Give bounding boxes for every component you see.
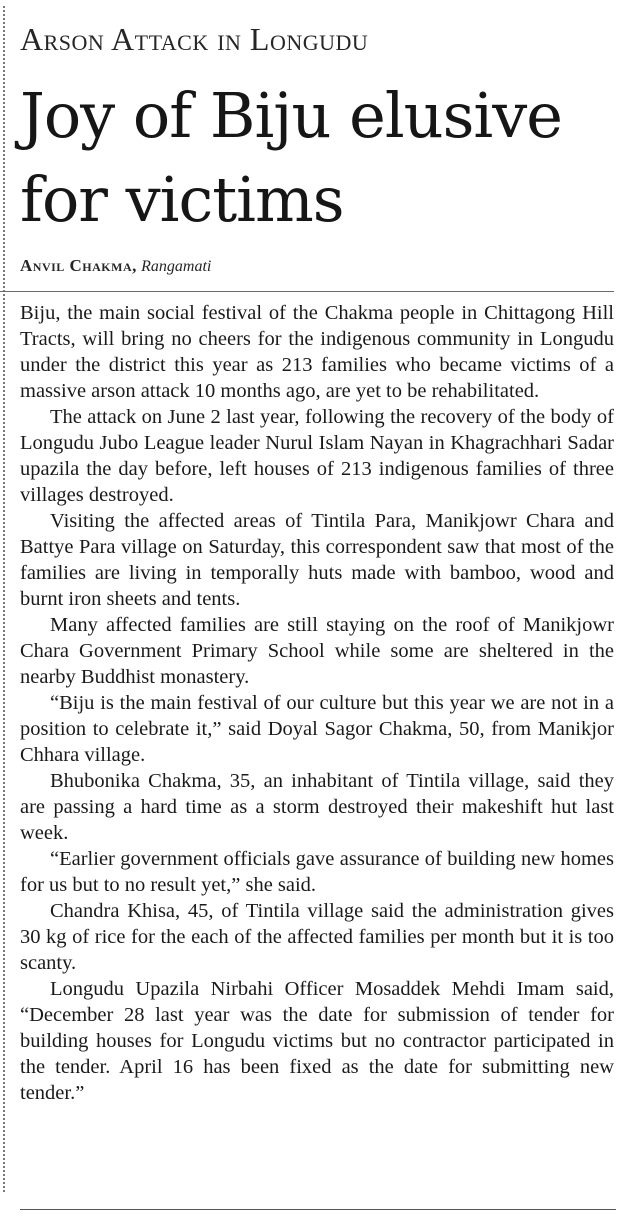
- article-paragraph: Bhubonika Chakma, 35, an inhabitant of Tintila village, said they are passing a hard time as a storm destroyed their makeshift hut last week.: [20, 770, 614, 844]
- article-kicker: Arson Attack in Longudu: [20, 21, 369, 57]
- news-article: [20, 0, 614, 1106]
- article-paragraph: Longudu Upazila Nirbahi Officer Mosaddek Mehdi Imam said, “December 28 last year was the date for submission of tender for building houses for Longudu victims but no contractor participated in the tender. April 16 has been fixed as the date for submitting new tender.”: [20, 978, 614, 1104]
- byline: [20, 256, 614, 277]
- byline-divider: [0, 291, 614, 292]
- byline-author: Anvil Chakma,: [20, 256, 137, 275]
- byline-location: Rangamati: [141, 258, 212, 275]
- article-paragraph: “Earlier government officials gave assurance of building new homes for us but to no result yet,” she said.: [20, 848, 614, 896]
- headline-line-2: for victims: [20, 163, 344, 236]
- article-body: [20, 300, 614, 1106]
- article-paragraph: “Biju is the main festival of our culture but this year we are not in a position to celebrate it,” said Doyal Sagor Chakma, 50, from Manikjor Chhara village.: [20, 692, 614, 766]
- bottom-rule: [20, 1209, 616, 1210]
- article-paragraph: Many affected families are still staying on the roof of Manikjowr Chara Government Primary School while some are sheltered in the nearby Buddhist monastery.: [20, 614, 614, 688]
- article-paragraph: Visiting the affected areas of Tintila Para, Manikjowr Chara and Battye Para village on Saturday, this correspondent saw that most of the families are living in temporally huts made with bamboo, wood and burnt iron sheets and tents.: [20, 510, 614, 610]
- article-paragraph: Biju, the main social festival of the Chakma people in Chittagong Hill Tracts, will bring no cheers for the indigenous community in Longudu under the district this year as 213 families who became victims of a massive arson attack 10 months ago, are yet to be rehabilitated.: [20, 302, 614, 402]
- article-paragraph: Chandra Khisa, 45, of Tintila village said the administration gives 30 kg of rice for the each of the affected families per month but it is too scanty.: [20, 900, 614, 974]
- left-dotted-rule: [3, 6, 5, 1192]
- article-headline: [20, 74, 614, 242]
- article-paragraph: The attack on June 2 last year, following the recovery of the body of Longudu Jubo League leader Nurul Islam Nayan in Khagrachhari Sadar upazila the day before, left houses of 213 indigenous families of three villages destroyed.: [20, 406, 614, 506]
- headline-line-1: Joy of Biju elusive: [20, 79, 562, 152]
